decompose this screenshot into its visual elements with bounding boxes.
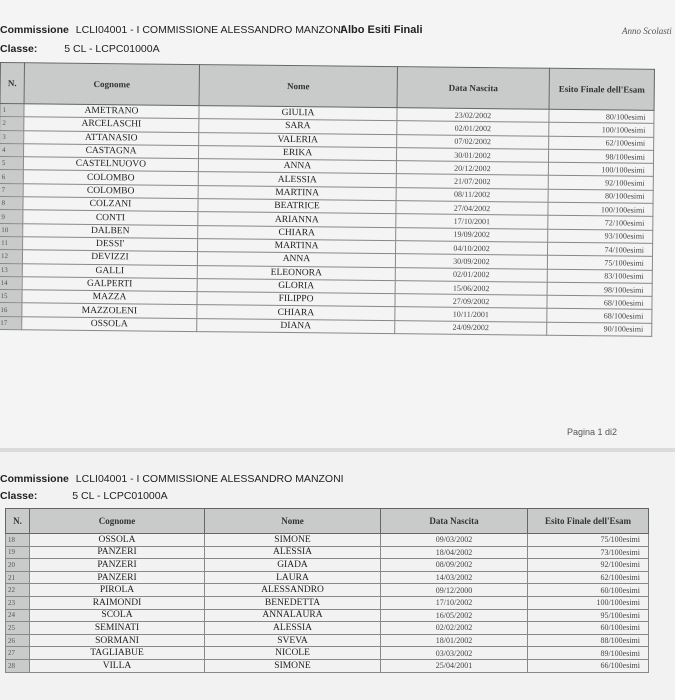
row-number: 19 — [6, 546, 30, 559]
row-number: 24 — [6, 609, 30, 622]
cell-data-nascita: 27/09/2002 — [395, 294, 547, 309]
cell-cognome: VILLA — [30, 659, 205, 672]
table-row — [6, 647, 649, 660]
cell-cognome: PIROLA — [30, 584, 205, 597]
cell-cognome: PANZERI — [30, 571, 205, 584]
cell-cognome: GALLI — [22, 263, 197, 278]
cell-nome: SARA — [199, 119, 397, 134]
cell-nome: ELEONORA — [197, 265, 395, 280]
cell-nome: GIADA — [205, 559, 381, 572]
row-number: 28 — [6, 659, 30, 672]
cell-cognome: PANZERI — [30, 559, 205, 572]
cell-data-nascita: 30/01/2002 — [396, 148, 548, 163]
cell-nome: NICOLE — [205, 647, 381, 660]
class-line-2 — [0, 490, 168, 502]
cell-esito: 62/100esimi — [549, 136, 654, 150]
table-row — [6, 546, 649, 559]
table-body — [0, 104, 654, 337]
cell-nome: MARTINA — [198, 185, 396, 200]
cell-nome: MARTINA — [198, 239, 396, 254]
cell-nome: BEATRICE — [198, 199, 396, 214]
cell-cognome: SORMANI — [30, 634, 205, 647]
cell-nome: ANNA — [197, 252, 395, 267]
cell-cognome: RAIMONDI — [30, 596, 205, 609]
cell-data-nascita: 18/04/2002 — [381, 546, 528, 559]
class-label: Classe: — [0, 43, 38, 55]
row-number: 26 — [6, 634, 30, 647]
cell-nome: SVEVA — [205, 634, 381, 647]
cell-nome: GIULIA — [199, 106, 397, 121]
table-header-row — [0, 63, 654, 111]
cell-esito: 98/100esimi — [548, 149, 653, 163]
row-number: 1 — [0, 104, 24, 118]
col-header-esito-2: Esito Finale dell'Esam — [528, 509, 649, 534]
row-number: 17 — [0, 316, 22, 330]
table-row — [6, 622, 649, 635]
cell-cognome: CASTAGNA — [24, 144, 199, 159]
row-number: 23 — [6, 596, 30, 609]
cell-esito: 100/100esimi — [548, 202, 653, 216]
cell-cognome: COLZANI — [23, 197, 198, 212]
cell-data-nascita: 02/01/2002 — [395, 267, 547, 282]
class-line — [0, 43, 160, 55]
cell-data-nascita: 20/12/2002 — [396, 161, 548, 176]
cell-data-nascita: 27/04/2002 — [396, 201, 548, 216]
cell-data-nascita: 15/06/2002 — [395, 281, 547, 296]
cell-data-nascita: 07/02/2002 — [397, 134, 549, 149]
row-number: 15 — [0, 290, 22, 304]
cell-data-nascita: 23/02/2002 — [397, 108, 549, 123]
table-row — [6, 659, 649, 672]
table-row — [6, 609, 649, 622]
row-number: 4 — [0, 143, 24, 157]
table-row — [6, 596, 649, 609]
cell-esito: 60/100esimi — [528, 584, 649, 597]
cell-cognome: GALPERTI — [22, 277, 197, 292]
col-header-cognome-2: Cognome — [30, 509, 205, 534]
cell-data-nascita: 14/03/2002 — [381, 571, 528, 584]
cell-nome: SIMONE — [205, 659, 381, 672]
row-number: 18 — [6, 534, 30, 547]
class-label-2: Classe: — [0, 490, 38, 502]
table-header-row-2 — [6, 509, 649, 534]
cell-cognome: AMETRANO — [24, 104, 199, 119]
cell-esito: 90/100esimi — [547, 322, 652, 336]
cell-data-nascita: 19/09/2002 — [396, 227, 548, 242]
cell-esito: 92/100esimi — [548, 176, 653, 190]
cell-cognome: SEMINATI — [30, 622, 205, 635]
cell-cognome: ARCELASCHI — [24, 117, 199, 132]
results-table — [0, 62, 655, 337]
row-number: 6 — [0, 170, 23, 184]
cell-data-nascita: 30/09/2002 — [395, 254, 547, 269]
cell-data-nascita: 17/10/2002 — [381, 596, 528, 609]
col-header-nome-2: Nome — [205, 509, 381, 534]
cell-esito: 68/100esimi — [547, 309, 652, 323]
cell-data-nascita: 10/11/2001 — [395, 307, 547, 322]
cell-nome: DIANA — [197, 318, 395, 333]
cell-cognome: TAGLIABUE — [30, 647, 205, 660]
commission-label-2: Commissione — [0, 473, 69, 485]
row-number: 21 — [6, 571, 30, 584]
cell-cognome: DESSI' — [23, 237, 198, 252]
cell-cognome: OSSOLA — [22, 316, 197, 331]
col-header-nome: Nome — [199, 65, 397, 108]
cell-data-nascita: 16/05/2002 — [381, 609, 528, 622]
row-number: 13 — [0, 263, 22, 277]
cell-data-nascita: 09/12/2000 — [381, 584, 528, 597]
table-row — [6, 584, 649, 597]
cell-nome: ARIANNA — [198, 212, 396, 227]
row-number: 9 — [0, 210, 23, 224]
cell-nome: CHIARA — [198, 225, 396, 240]
cell-nome: ALESSIA — [205, 546, 381, 559]
table-body-2 — [6, 534, 649, 673]
row-number: 10 — [0, 223, 23, 237]
cell-data-nascita: 17/10/2001 — [396, 214, 548, 229]
cell-esito: 75/100esimi — [547, 256, 652, 270]
row-number: 11 — [0, 236, 23, 250]
cell-cognome: COLOMBO — [23, 184, 198, 199]
table-row — [6, 534, 649, 547]
cell-data-nascita: 25/04/2001 — [381, 659, 528, 672]
col-header-num: N. — [0, 63, 24, 104]
school-year-label: Anno Scolasti — [622, 26, 672, 36]
cell-cognome: ATTANASIO — [24, 130, 199, 145]
cell-esito: 95/100esimi — [528, 609, 649, 622]
cell-cognome: MAZZA — [22, 290, 197, 305]
row-number: 2 — [0, 117, 24, 131]
cell-data-nascita: 08/11/2002 — [396, 187, 548, 202]
cell-nome: VALERIA — [199, 132, 397, 147]
row-number: 14 — [0, 276, 22, 290]
cell-nome: LAURA — [205, 571, 381, 584]
cell-nome: ALESSIA — [198, 172, 396, 187]
cell-nome: ERIKA — [198, 145, 396, 160]
table-row — [6, 634, 649, 647]
cell-cognome: OSSOLA — [30, 534, 205, 547]
cell-esito: 62/100esimi — [528, 571, 649, 584]
cell-esito: 73/100esimi — [528, 546, 649, 559]
cell-esito: 100/100esimi — [528, 596, 649, 609]
results-table-2 — [5, 508, 649, 673]
cell-esito: 98/100esimi — [547, 282, 652, 296]
commission-label: Commissione — [0, 24, 69, 36]
col-header-cognome: Cognome — [24, 63, 199, 106]
row-number: 25 — [6, 622, 30, 635]
cell-data-nascita: 02/02/2002 — [381, 622, 528, 635]
cell-esito: 100/100esimi — [548, 162, 653, 176]
row-number: 22 — [6, 584, 30, 597]
col-header-data: Data Nascita — [397, 67, 549, 110]
cell-cognome: CASTELNUOVO — [23, 157, 198, 172]
col-header-esito: Esito Finale dell'Esam — [549, 68, 654, 110]
cell-cognome: DEVIZZI — [22, 250, 197, 265]
row-number: 16 — [0, 303, 22, 317]
row-number: 3 — [0, 130, 24, 144]
row-number: 5 — [0, 157, 24, 171]
cell-data-nascita: 18/01/2002 — [381, 634, 528, 647]
cell-cognome: CONTI — [23, 210, 198, 225]
commission-line-2 — [0, 473, 344, 485]
cell-esito: 68/100esimi — [547, 295, 652, 309]
cell-data-nascita: 24/09/2002 — [395, 320, 547, 335]
cell-cognome: MAZZOLENI — [22, 303, 197, 318]
cell-esito: 60/100esimi — [528, 622, 649, 635]
cell-nome: ALESSANDRO — [205, 584, 381, 597]
cell-esito: 80/100esimi — [549, 109, 654, 123]
cell-nome: FILIPPO — [197, 292, 395, 307]
cell-data-nascita: 21/07/2002 — [396, 174, 548, 189]
table-row — [6, 559, 649, 572]
cell-esito: 89/100esimi — [528, 647, 649, 660]
cell-esito: 80/100esimi — [548, 189, 653, 203]
cell-data-nascita: 03/03/2002 — [381, 647, 528, 660]
cell-esito: 66/100esimi — [528, 659, 649, 672]
cell-nome: SIMONE — [205, 534, 381, 547]
col-header-num-2: N. — [6, 509, 30, 534]
page-2 — [0, 452, 675, 700]
commission-value: LCLI04001 - I COMMISSIONE ALESSANDRO MANZONI — [75, 24, 344, 36]
cell-esito: 74/100esimi — [548, 242, 653, 256]
row-number: 12 — [0, 250, 23, 264]
cell-data-nascita: 09/03/2002 — [381, 534, 528, 547]
commission-value-2: LCLI04001 - I COMMISSIONE ALESSANDRO MANZONI — [75, 473, 344, 485]
cell-cognome: DALBEN — [23, 223, 198, 238]
cell-esito: 100/100esimi — [549, 123, 654, 137]
cell-cognome: SCOLA — [30, 609, 205, 622]
cell-nome: GLORIA — [197, 278, 395, 293]
cell-esito: 83/100esimi — [547, 269, 652, 283]
cell-cognome: COLOMBO — [23, 170, 198, 185]
row-number: 27 — [6, 647, 30, 660]
cell-esito: 93/100esimi — [548, 229, 653, 243]
table-row — [6, 571, 649, 584]
row-number: 8 — [0, 197, 23, 211]
cell-data-nascita: 08/09/2002 — [381, 559, 528, 572]
commission-line — [0, 24, 344, 36]
class-value: 5 CL - LCPC01000A — [64, 43, 160, 55]
page-title: Albo Esiti Finali — [340, 24, 423, 36]
row-number: 7 — [0, 183, 23, 197]
cell-nome: BENEDETTA — [205, 596, 381, 609]
cell-nome: ANNA — [198, 159, 396, 174]
page-number: Pagina 1 di2 — [567, 427, 618, 437]
cell-cognome: PANZERI — [30, 546, 205, 559]
cell-nome: ANNALAURA — [205, 609, 381, 622]
cell-esito: 88/100esimi — [528, 634, 649, 647]
cell-esito: 72/100esimi — [548, 216, 653, 230]
cell-data-nascita: 04/10/2002 — [396, 241, 548, 256]
cell-esito: 92/100esimi — [528, 559, 649, 572]
cell-nome: ALESSIA — [205, 622, 381, 635]
cell-esito: 75/100esimi — [528, 534, 649, 547]
row-number: 20 — [6, 559, 30, 572]
cell-nome: CHIARA — [197, 305, 395, 320]
cell-data-nascita: 02/01/2002 — [397, 121, 549, 136]
col-header-data-2: Data Nascita — [381, 509, 528, 534]
class-value-2: 5 CL - LCPC01000A — [72, 490, 168, 502]
